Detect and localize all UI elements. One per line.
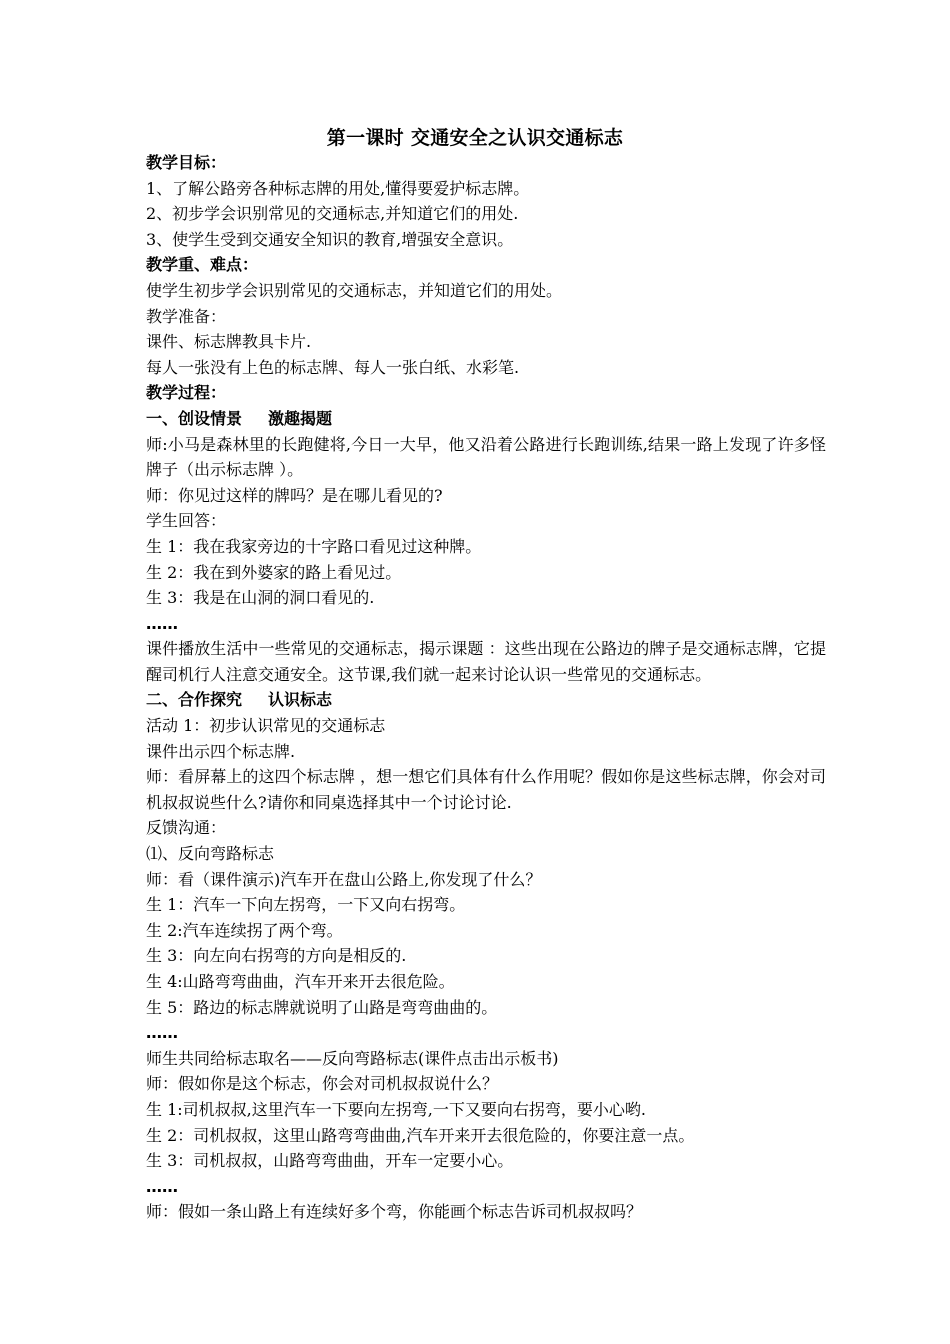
line-text: 生 3：向左向右拐弯的方向是相反的. [146,946,407,966]
paragraph-line [146,432,826,483]
paragraph-line [146,764,826,815]
paragraph-line [146,1123,826,1149]
paragraph-line [146,969,826,995]
line-text: 教学重、难点： [146,255,259,275]
line-text: 师：假如一条山路上有连续好多个弯，你能画个标志告诉司机叔叔吗？ [146,1202,643,1222]
paragraph-line [146,176,826,202]
line-text: …… [146,1023,178,1043]
line-text: 课件出示四个标志牌. [146,741,296,761]
line-text: 生 2:汽车连续拐了两个弯。 [146,920,343,940]
line-text: 教学过程： [146,383,227,403]
paragraph-line [146,483,826,509]
section-heading [146,380,826,406]
document-body [146,150,826,1225]
line-text: 生 3：司机叔叔，山路弯弯曲曲，开车一定要小心。 [146,1151,514,1171]
paragraph-line [146,534,826,560]
paragraph-line [146,1071,826,1097]
line-text: 使学生初步学会识别常见的交通标志，并知道它们的用处。 [146,280,563,300]
paragraph-line [146,355,826,381]
section-heading [146,252,826,278]
paragraph-line [146,995,826,1021]
line-text: 2、初步学会识别常见的交通标志,并知道它们的用处. [146,204,519,224]
section-heading [146,406,826,432]
paragraph-line [146,918,826,944]
paragraph-line [146,227,826,253]
paragraph-line [146,508,826,534]
paragraph-line [146,867,826,893]
paragraph-line [146,1046,826,1072]
line-text: 一、创设情景 [146,408,243,428]
paragraph-line [146,636,826,687]
section-heading [146,687,826,713]
line-text: 每人一张没有上色的标志牌、每人一张白纸、水彩笔. [146,357,520,377]
paragraph-line [146,329,826,355]
paragraph-line [146,713,826,739]
line-text: 师：看（课件演示)汽车开在盘山公路上,你发现了什么？ [146,869,542,889]
line-text: 师生共同给标志取名——反向弯路标志(课件点击出示板书) [146,1048,559,1068]
paragraph-line [146,892,826,918]
paragraph-line [146,739,826,765]
line-text: 教学准备： [146,306,227,326]
line-text: 生 2：司机叔叔，这里山路弯弯曲曲,汽车开来开去很危险的，你要注意一点。 [146,1125,695,1145]
paragraph-line [146,1199,826,1225]
line-text: 反馈沟通： [146,818,227,838]
section-heading [146,1174,826,1200]
line-text: 二、合作探究 [146,690,243,710]
line-text: 3、使学生受到交通安全知识的教育,增强安全意识。 [146,229,514,249]
paragraph-line [146,560,826,586]
paragraph-line [146,278,826,304]
line-text: 生 1:司机叔叔,这里汽车一下要向左拐弯,一下又要向右拐弯，要小心哟. [146,1099,646,1119]
section-heading [146,1020,826,1046]
paragraph-line [146,201,826,227]
paragraph-line [146,304,826,330]
paragraph-line [146,841,826,867]
line-text: 生 1：我在我家旁边的十字路口看见过这种牌。 [146,536,482,556]
line-text: 师：你见过这样的牌吗？是在哪儿看见的? [146,485,443,505]
line-text: 师：假如你是这个标志，你会对司机叔叔说什么？ [146,1074,499,1094]
line-text: 活动 1：初步认识常见的交通标志 [146,716,386,736]
line-text: 课件播放生活中一些常见的交通标志，揭示课题 ：这些出现在公路边的牌子是交通标志牌，它提醒司机行人注意交通安全。这节课,我们就一起来讨论认识一些常见的交通标志。 [146,639,826,684]
document-title: 第一课时 交通安全之认识交通标志 [326,127,624,149]
line-text: 1、了解公路旁各种标志牌的用处,懂得要爱护标志牌。 [146,178,530,198]
section-heading [146,150,826,176]
line-text: 生 3：我是在山洞的洞口看见的. [146,588,375,608]
line-text-secondary: 激趣揭题 [268,408,333,428]
line-text: 生 5：路边的标志牌就说明了山路是弯弯曲曲的。 [146,997,498,1017]
line-text: 教学目标： [146,153,227,172]
paragraph-line [146,1148,826,1174]
line-text: 生 2：我在到外婆家的路上看见过。 [146,562,402,582]
paragraph-line [146,943,826,969]
line-text: …… [146,613,178,633]
line-text-secondary: 认识标志 [268,690,333,710]
line-text: …… [146,1176,178,1196]
line-text: 课件、标志牌教具卡片. [146,332,312,352]
line-text: ⑴、反向弯路标志 [146,844,275,864]
line-text: 师:小马是森林里的长跑健将,今日一大早，他又沿着公路进行长跑训练,结果一路上发现了许多怪牌子（出示标志牌 ）。 [146,434,826,480]
line-text: 生 1：汽车一下向左拐弯，一下又向右拐弯。 [146,895,466,915]
line-text: 生 4:山路弯弯曲曲，汽车开来开去很危险。 [146,972,455,991]
paragraph-line [146,585,826,611]
line-text: 师：看屏幕上的这四个标志牌 ，想一想它们具体有什么作用呢？假如你是这些标志牌，你会对司机叔叔说些什么?请你和同桌选择其中一个讨论讨论. [146,767,826,812]
paragraph-line [146,815,826,841]
paragraph-line [146,1097,826,1123]
section-heading [146,611,826,637]
line-text: 学生回答： [146,511,227,531]
